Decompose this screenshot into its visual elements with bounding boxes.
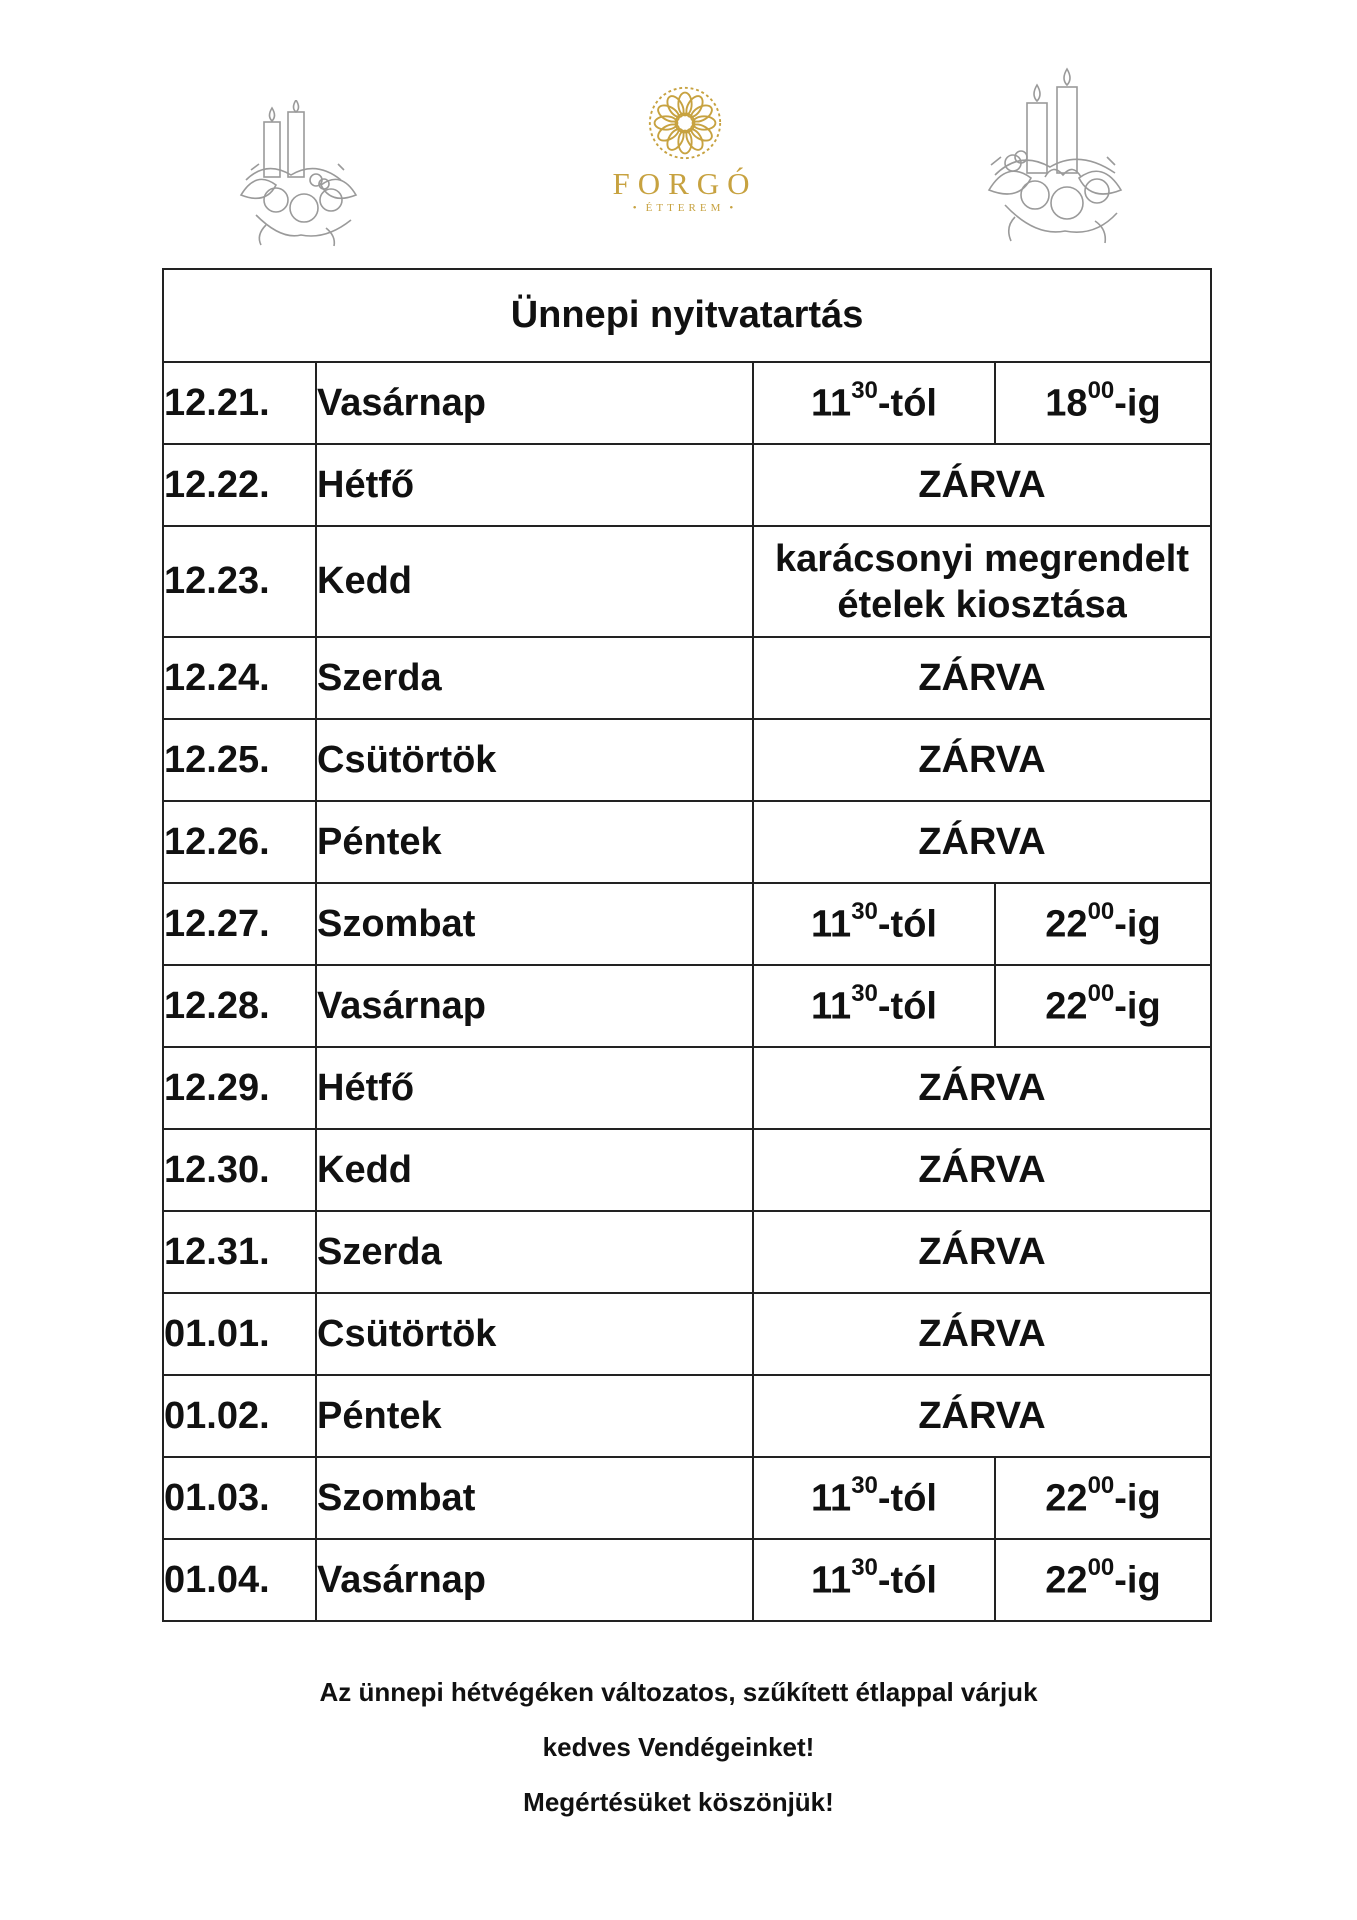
opening-hour: 11 xyxy=(811,1477,852,1520)
opening-suffix: -tól xyxy=(877,985,937,1028)
opening-time-cell xyxy=(753,883,995,965)
closing-hour: 22 xyxy=(1045,1477,1088,1520)
closing-hour: 18 xyxy=(1045,382,1088,425)
table-row xyxy=(163,362,1211,444)
opening-suffix: -tól xyxy=(877,903,937,946)
day-cell: Szombat xyxy=(316,883,753,965)
closing-time-cell xyxy=(995,362,1211,444)
table-row xyxy=(163,1129,1211,1211)
closing-suffix: -ig xyxy=(1114,1559,1161,1602)
day-cell: Szerda xyxy=(316,637,753,719)
note-cell xyxy=(753,526,1211,637)
footer-line-2: kedves Vendégeinket! xyxy=(542,1732,815,1762)
footer-note xyxy=(0,1665,1357,1830)
opening-minute: 30 xyxy=(851,1553,878,1581)
closing-hour: 22 xyxy=(1045,1559,1088,1602)
closed-status-cell: ZÁRVA xyxy=(753,1293,1211,1375)
opening-time-cell xyxy=(753,1539,995,1621)
date-cell: 12.31. xyxy=(163,1211,316,1293)
table-row xyxy=(163,1375,1211,1457)
date-cell: 01.02. xyxy=(163,1375,316,1457)
date-cell: 01.01. xyxy=(163,1293,316,1375)
logo-subtitle: • ÉTTEREM • xyxy=(632,202,738,214)
closed-status-cell: ZÁRVA xyxy=(753,1211,1211,1293)
closing-suffix: -ig xyxy=(1114,985,1161,1028)
day-cell: Hétfő xyxy=(316,444,753,526)
day-cell: Szombat xyxy=(316,1457,753,1539)
table-row xyxy=(163,444,1211,526)
opening-minute: 30 xyxy=(851,376,878,404)
closing-time-cell xyxy=(995,883,1211,965)
closed-status-cell: ZÁRVA xyxy=(753,801,1211,883)
closing-minute: 00 xyxy=(1087,897,1115,925)
note-line-1: karácsonyi megrendelt xyxy=(775,537,1189,580)
day-cell: Vasárnap xyxy=(316,965,753,1047)
opening-time-cell xyxy=(753,362,995,444)
day-cell: Vasárnap xyxy=(316,1539,753,1621)
closing-time-cell xyxy=(995,965,1211,1047)
closing-minute: 00 xyxy=(1087,1553,1115,1581)
closing-minute: 00 xyxy=(1087,979,1115,1007)
closed-status-cell: ZÁRVA xyxy=(753,719,1211,801)
table-row xyxy=(163,1457,1211,1539)
opening-minute: 30 xyxy=(851,1471,878,1499)
opening-minute: 30 xyxy=(851,897,878,925)
closing-suffix: -ig xyxy=(1114,1477,1161,1520)
opening-hour: 11 xyxy=(811,382,852,425)
date-cell: 12.23. xyxy=(163,526,316,637)
closing-time-cell xyxy=(995,1539,1211,1621)
closing-time-cell xyxy=(995,1457,1211,1539)
closed-status-cell: ZÁRVA xyxy=(753,637,1211,719)
closing-hour: 22 xyxy=(1045,903,1088,946)
table-row xyxy=(163,1293,1211,1375)
opening-suffix: -tól xyxy=(877,1559,937,1602)
table-title: Ünnepi nyitvatartás xyxy=(163,269,1211,362)
closed-status-cell: ZÁRVA xyxy=(753,1129,1211,1211)
closing-hour: 22 xyxy=(1045,985,1088,1028)
closed-status-cell: ZÁRVA xyxy=(753,1047,1211,1129)
day-cell: Hétfő xyxy=(316,1047,753,1129)
table-row xyxy=(163,883,1211,965)
day-cell: Csütörtök xyxy=(316,719,753,801)
table-row xyxy=(163,1211,1211,1293)
date-cell: 01.04. xyxy=(163,1539,316,1621)
opening-suffix: -tól xyxy=(877,382,937,425)
date-cell: 12.26. xyxy=(163,801,316,883)
opening-hour: 11 xyxy=(811,985,852,1028)
mandala-logo-icon xyxy=(647,85,723,161)
date-cell: 12.29. xyxy=(163,1047,316,1129)
day-cell: Kedd xyxy=(316,526,753,637)
opening-time-cell xyxy=(753,1457,995,1539)
table-row xyxy=(163,1047,1211,1129)
advent-candles-left-icon xyxy=(236,100,366,250)
day-cell: Péntek xyxy=(316,801,753,883)
closing-minute: 00 xyxy=(1087,1471,1115,1499)
day-cell: Vasárnap xyxy=(316,362,753,444)
table-row xyxy=(163,637,1211,719)
table-row xyxy=(163,526,1211,637)
date-cell: 12.28. xyxy=(163,965,316,1047)
opening-minute: 30 xyxy=(851,979,878,1007)
date-cell: 12.27. xyxy=(163,883,316,965)
date-cell: 12.25. xyxy=(163,719,316,801)
logo-name: FORGÓ xyxy=(612,166,758,201)
closing-suffix: -ig xyxy=(1114,903,1161,946)
header xyxy=(0,0,1357,260)
closed-status-cell: ZÁRVA xyxy=(753,444,1211,526)
closing-minute: 00 xyxy=(1087,376,1115,404)
opening-time-cell xyxy=(753,965,995,1047)
closed-status-cell: ZÁRVA xyxy=(753,1375,1211,1457)
advent-candles-right-icon xyxy=(985,65,1125,245)
opening-hour: 11 xyxy=(811,1559,852,1602)
opening-hours-table xyxy=(162,268,1212,1622)
footer-line-1: Az ünnepi hétvégéken változatos, szűkített étlappal várjuk xyxy=(319,1677,1038,1707)
opening-suffix: -tól xyxy=(877,1477,937,1520)
day-cell: Szerda xyxy=(316,1211,753,1293)
date-cell: 12.30. xyxy=(163,1129,316,1211)
date-cell: 12.21. xyxy=(163,362,316,444)
note-line-2: ételek kiosztása xyxy=(837,583,1127,626)
date-cell: 12.22. xyxy=(163,444,316,526)
restaurant-logo xyxy=(600,85,770,225)
closing-suffix: -ig xyxy=(1114,382,1161,425)
day-cell: Péntek xyxy=(316,1375,753,1457)
opening-hour: 11 xyxy=(811,903,852,946)
date-cell: 12.24. xyxy=(163,637,316,719)
table-row xyxy=(163,719,1211,801)
day-cell: Kedd xyxy=(316,1129,753,1211)
table-row xyxy=(163,1539,1211,1621)
table-row xyxy=(163,801,1211,883)
day-cell: Csütörtök xyxy=(316,1293,753,1375)
table-row xyxy=(163,965,1211,1047)
footer-line-3: Megértésüket köszönjük! xyxy=(523,1787,834,1817)
date-cell: 01.03. xyxy=(163,1457,316,1539)
